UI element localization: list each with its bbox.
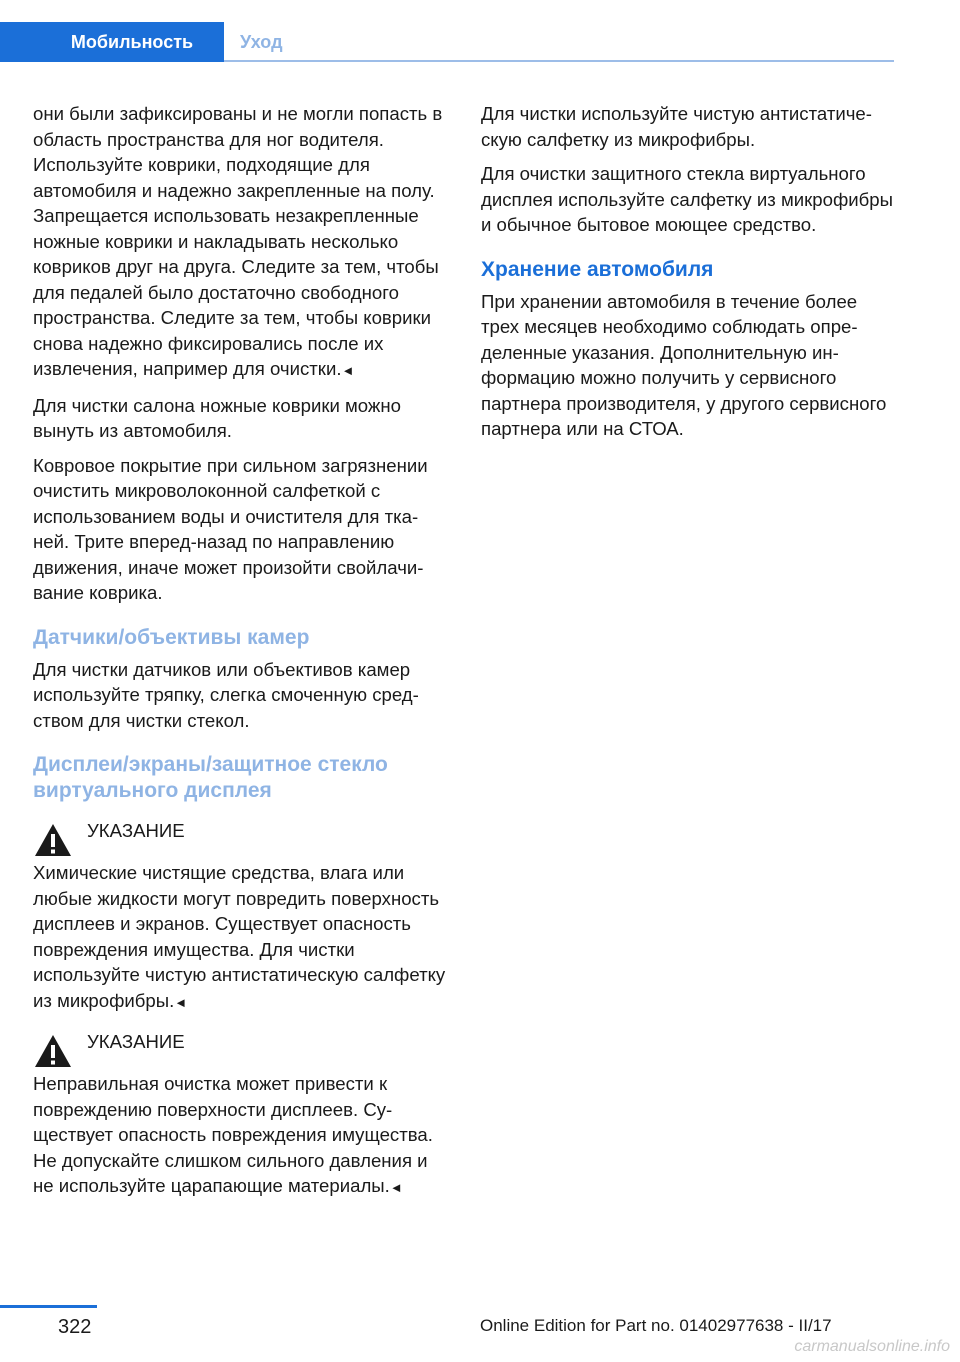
paragraph: Для чистки салона ножные коврики можно вынуть из автомобиля. bbox=[33, 394, 401, 441]
paragraph: При хранении автомобиля в течение более трех месяцев необходимо соблюдать определенные указания. Дополнительную информацию можно получить у сервисного партнера производителя, у другого сервисного партнера или на СТОА. bbox=[481, 290, 887, 439]
notice-content bbox=[87, 818, 185, 844]
notice-header bbox=[33, 1029, 448, 1071]
end-mark-icon: ◄ bbox=[341, 363, 355, 378]
notice-header bbox=[33, 818, 448, 860]
notice-text bbox=[33, 860, 448, 1015]
notice-text bbox=[33, 1071, 448, 1201]
header-divider bbox=[224, 60, 894, 62]
edition-label: Online Edition for Part no. 01402977638 - II/17 bbox=[480, 1316, 832, 1335]
paragraph bbox=[33, 101, 448, 384]
page-number: 322 bbox=[58, 1316, 92, 1338]
warning-triangle-icon bbox=[33, 1031, 73, 1071]
heading-displays: Дисплеи/экраны/защитное стекло виртуального дисплея bbox=[33, 753, 388, 802]
watermark: carmanualsonline.info bbox=[794, 1338, 950, 1355]
heading-sensors: Датчики/объективы камер bbox=[33, 625, 310, 649]
left-column bbox=[33, 101, 448, 1211]
paragraph-text: они были зафиксированы и не могли попасть в область пространства для ног водителя. Используйте коврики, подходящие для автомобиля и надежно закрепленные на полу. Запрещается использовать незакрепленные ножные коврики и накладывать несколько ковриков друг на друга. Следите за тем, чтобы для педалей было достаточно свободного пространства. Следите за тем, чтобы коврики снова надежно фиксировались после их извлечения, например для очистки. bbox=[33, 103, 443, 379]
end-mark-icon: ◄ bbox=[389, 1180, 403, 1195]
heading-storage: Хранение автомобиля bbox=[481, 257, 714, 281]
notice-block bbox=[33, 818, 448, 1015]
notice-title: УКАЗАНИЕ bbox=[87, 1031, 185, 1052]
notice-text-body: Неправильная очистка может привести к повреждению поверхности дисплеев. Существует опасность повреждения имущества. Не допускайте слишком сильного давления и не используйте царапающие материалы. bbox=[33, 1073, 433, 1196]
warning-triangle-icon bbox=[33, 820, 73, 860]
paragraph: Для чистки используйте чистую антистатическую салфетку из микрофибры. bbox=[481, 103, 872, 150]
notice-text-body: Химические чистящие средства, влага или любые жидкости могут повредить поверхность дисплеев и экранов. Существует опасность повреждения имущества. Для чистки используйте чистую антистатическую салфетку из микрофибры. bbox=[33, 862, 446, 1011]
paragraph: Для чистки датчиков или объективов камер используйте тряпку, слегка смоченную средством для чистки стекол. bbox=[33, 658, 419, 731]
notice-title: УКАЗАНИЕ bbox=[87, 820, 185, 841]
paragraph: Для очистки защитного стекла виртуального дисплея используйте салфетку из микрофибры и обычное бытовое моющее средство. bbox=[481, 163, 893, 235]
tab-care[interactable]: Уход bbox=[240, 31, 283, 52]
notice-block bbox=[33, 1029, 448, 1201]
page-header bbox=[0, 0, 894, 62]
footer-divider bbox=[0, 1305, 97, 1308]
tab-mobility[interactable]: Мобильность bbox=[0, 22, 224, 62]
notice-content bbox=[87, 1029, 185, 1055]
paragraph: Ковровое покрытие при сильном загрязнении очистить микроволоконной салфеткой с использованием воды и очистителя для тканей. Трите вперед-назад по направлению движения, иначе может произойти свойлачивание коврика. bbox=[33, 454, 428, 603]
right-column bbox=[481, 101, 896, 451]
end-mark-icon: ◄ bbox=[174, 994, 188, 1010]
